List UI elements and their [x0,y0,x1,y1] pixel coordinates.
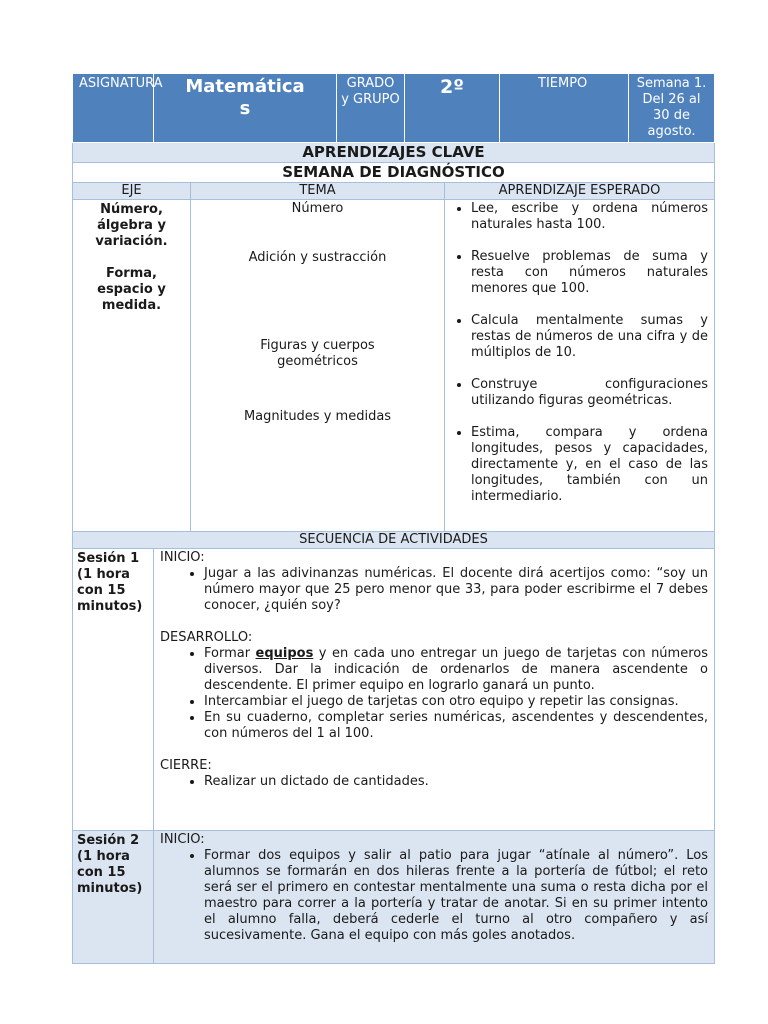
activity-item: • Intercambiar el juego de tarjetas con otro equipo y repetir las consignas. [204,694,708,710]
sesion-1-row [73,549,715,831]
tema-adicion: Adición y sustracción [248,250,387,265]
aprendizaje-item: • Resuelve problemas de suma y resta con números naturales menores que 100. [471,249,708,297]
aprendizaje-item: • Construye configuraciones utilizando figuras geométricas. [471,377,708,409]
tema-cell [191,200,445,532]
aprendizaje-item: • Calcula mentalmente sumas y restas de números de una cifra y de múltiplos de 10. [471,313,708,361]
subject-name [154,74,337,143]
activity-item: • En su cuaderno, completar series numéricas, ascendentes y descendentes, con números del 1 al 100. [204,710,708,742]
subject-line-1: Matemática [185,76,305,97]
aprendizaje-cell [445,200,715,532]
cierre-list [160,774,708,790]
semana-title-row [73,163,715,183]
content-row [73,200,715,532]
inicio-label: INICIO: [160,832,205,847]
inicio-list [160,566,708,614]
desarrollo-list [160,646,708,742]
inicio-list [160,848,708,944]
secuencia-title-row [73,532,715,549]
eje-forma: Forma, espacio y medida. [97,266,166,313]
desarrollo-label: DESARROLLO: [160,630,253,645]
tiempo-value: Semana 1. Del 26 al 30 de agosto. [629,74,715,143]
aprendizaje-list [445,201,714,505]
grado-label: GRADO y GRUPO [337,74,405,143]
sesion-2-label: Sesión 2 (1 hora con 15 minutos) [73,831,154,964]
aprendizaje-header: APRENDIZAJE ESPERADO [445,183,715,200]
sesion-2-row [73,831,715,964]
column-header-row [73,183,715,200]
sesion-1-activities [154,549,715,831]
cierre-label: CIERRE: [160,758,212,773]
tiempo-label: TIEMPO [500,74,629,143]
semana-diagnostico-title: SEMANA DE DIAGNÓSTICO [73,163,715,183]
activity-item: • Realizar un dictado de cantidades. [204,774,708,790]
inicio-label: INICIO: [160,550,205,565]
eje-cell [73,200,191,532]
asignatura-label: ASIGNATURA [73,74,154,143]
tema-figuras: Figuras y cuerpos geométricos [260,338,375,369]
activity-item: • Jugar a las adivinanzas numéricas. El docente dirá acertijos como: “soy un número mayor que 25 pero menor que 33, para poder escribirme el 7 debes conocer, ¿quién soy? [204,566,708,614]
tema-header: TEMA [191,183,445,200]
grado-value: 2º [405,74,500,143]
equipos-emphasis: equipos [255,646,314,661]
lesson-plan-document [72,73,714,964]
aprendizajes-title-row [73,143,715,163]
aprendizaje-item: • Estima, compara y ordena longitudes, pesos y capacidades, directamente y, en el caso de las longitudes, también con un intermediario. [471,425,708,505]
aprendizajes-clave-title: APRENDIZAJES CLAVE [73,143,715,163]
aprendizaje-item: • Lee, escribe y ordena números naturales hasta 100. [471,201,708,233]
activity-item: • Formar dos equipos y salir al patio para jugar “atínale al número”. Los alumnos se formarán en dos hileras frente a la portería de fútbol; el reto será ser el primero en contestar mentalmente una suma o resta dicha por el maestro para correr a la portería y tratar de anotar. Si en su primer intento el alumno falla, deberá cederle el turno al otro compañero y así sucesivamente. Gana el equipo con más goles anotados. [204,848,708,944]
tema-numero: Número [291,201,344,216]
subject-line-2: s [239,98,251,119]
activity-item: • Formar equipos y en cada uno entregar un juego de tarjetas con números diversos. Dar la indicación de ordenarlos de manera ascendente o descendente. El primer equipo en lograrlo ganará un punto. [204,646,708,694]
secuencia-title: SECUENCIA DE ACTIVIDADES [73,532,715,549]
eje-header: EJE [73,183,191,200]
eje-numero: Número, álgebra y variación. [95,202,168,249]
header-row [73,74,715,143]
sesion-2-activities [154,831,715,964]
lesson-plan-table [72,73,715,964]
tema-magnitudes: Magnitudes y medidas [243,409,392,424]
sesion-1-label: Sesión 1 (1 hora con 15 minutos) [73,549,154,831]
